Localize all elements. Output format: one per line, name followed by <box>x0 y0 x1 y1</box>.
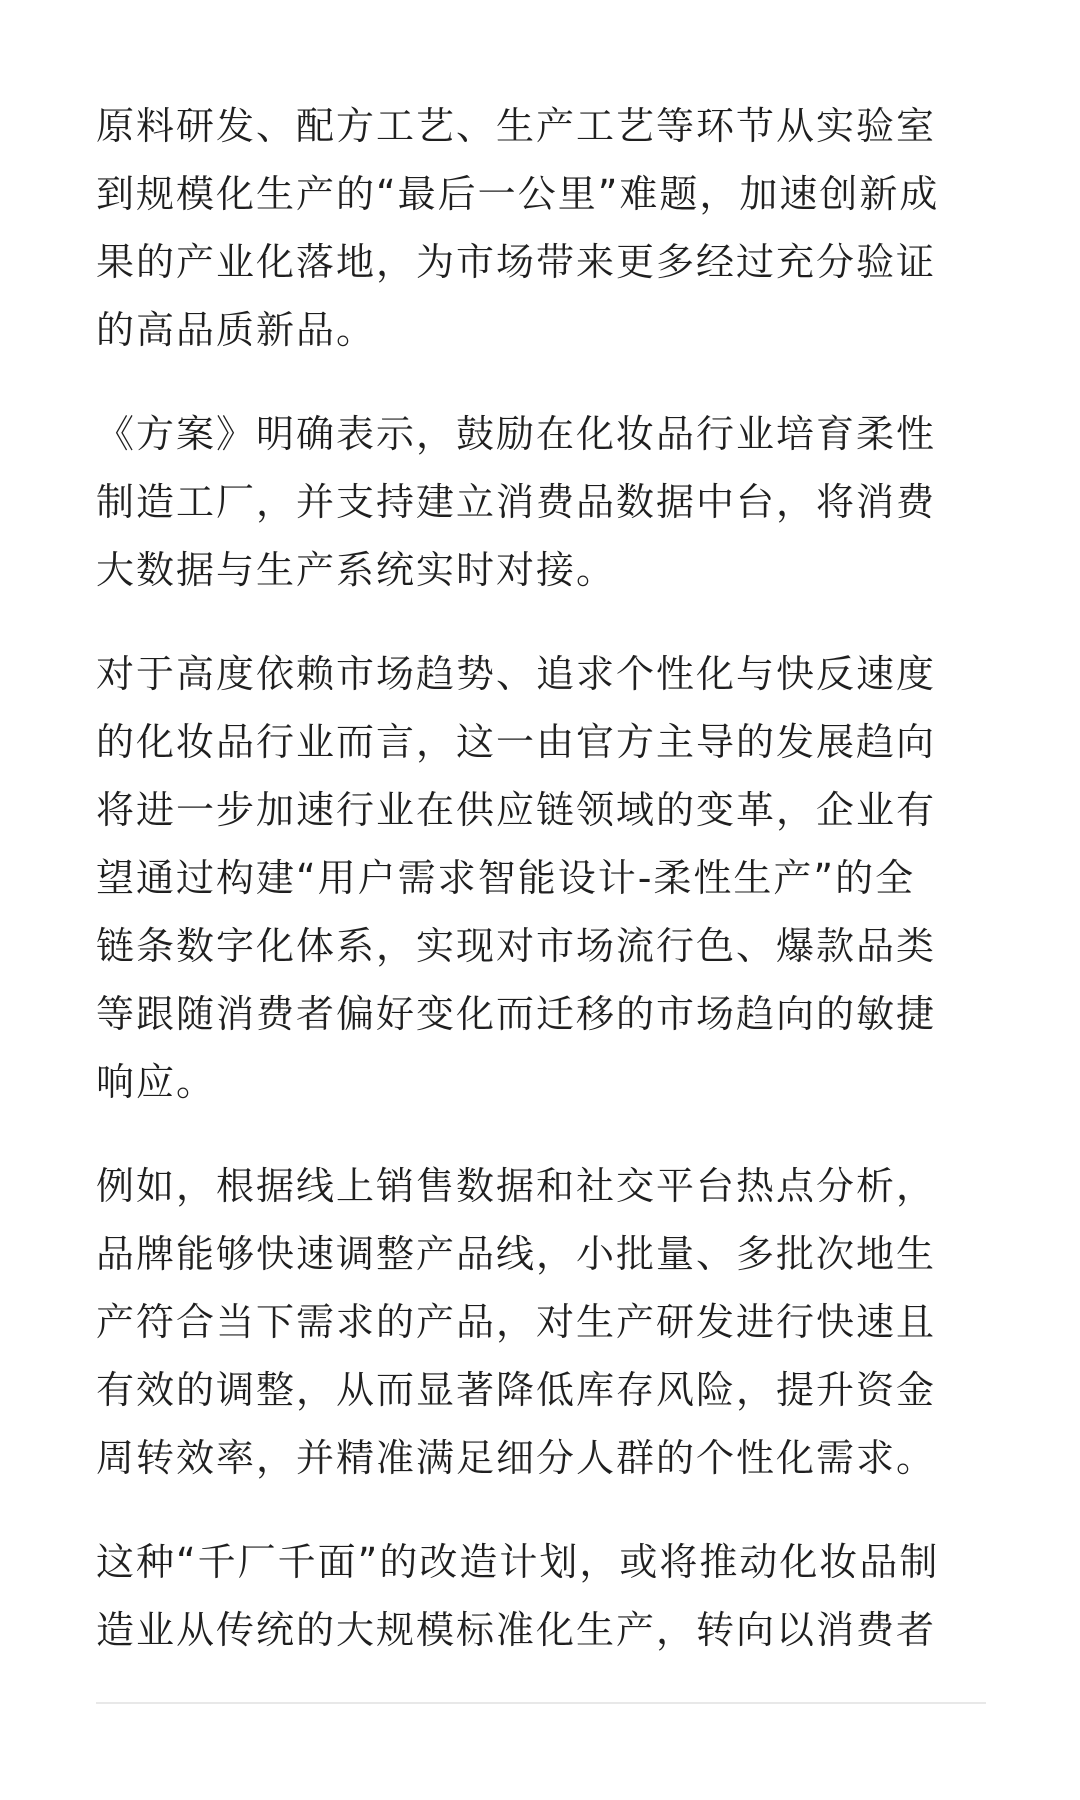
text-line: 周转效率，并精准满足细分人群的个性化需求。 <box>96 1436 937 1480</box>
text-line: 到规模化生产的“最后一公里”难题，加速创新成 <box>96 172 940 216</box>
text-line: 有效的调整，从而显著降低库存风险，提升资金 <box>96 1368 937 1412</box>
text-line: 产符合当下需求的产品，对生产研发进行快速且 <box>96 1300 937 1344</box>
text-line: 的化妆品行业而言，这一由官方主导的发展趋向 <box>96 720 937 764</box>
text-line: 果的产业化落地，为市场带来更多经过充分验证 <box>96 240 937 284</box>
text-line: 等跟随消费者偏好变化而迁移的市场趋向的敏捷 <box>96 992 937 1036</box>
text-line: 例如，根据线上销售数据和社交平台热点分析， <box>96 1164 937 1208</box>
text-line: 链条数字化体系，实现对市场流行色、爆款品类 <box>96 924 937 968</box>
paragraph-1 <box>96 92 986 364</box>
text-line: 响应。 <box>96 1060 217 1104</box>
paragraph-3 <box>96 640 986 1116</box>
text-line: 将进一步加速行业在供应链领域的变革，企业有 <box>96 788 937 832</box>
text-line: 品牌能够快速调整产品线，小批量、多批次地生 <box>96 1232 937 1276</box>
text-line: 原料研发、配方工艺、生产工艺等环节从实验室 <box>96 104 937 148</box>
section-divider <box>96 1702 986 1704</box>
paragraph-2 <box>96 400 986 604</box>
text-line: 望通过构建“用户需求智能设计-柔性生产”的全 <box>96 856 916 900</box>
text-line: 造业从传统的大规模标准化生产，转向以消费者 <box>96 1608 937 1652</box>
paragraph-4 <box>96 1152 986 1492</box>
text-line: 大数据与生产系统实时对接。 <box>96 548 617 592</box>
text-line: 的高品质新品。 <box>96 308 377 352</box>
text-line: 这种“千厂千面”的改造计划，或将推动化妆品制 <box>96 1540 940 1584</box>
text-line: 对于高度依赖市场趋势、追求个性化与快反速度 <box>96 652 937 696</box>
text-line: 《方案》明确表示，鼓励在化妆品行业培育柔性 <box>96 412 937 456</box>
article-body <box>96 92 986 1700</box>
paragraph-5 <box>96 1528 986 1664</box>
text-line: 制造工厂，并支持建立消费品数据中台，将消费 <box>96 480 937 524</box>
